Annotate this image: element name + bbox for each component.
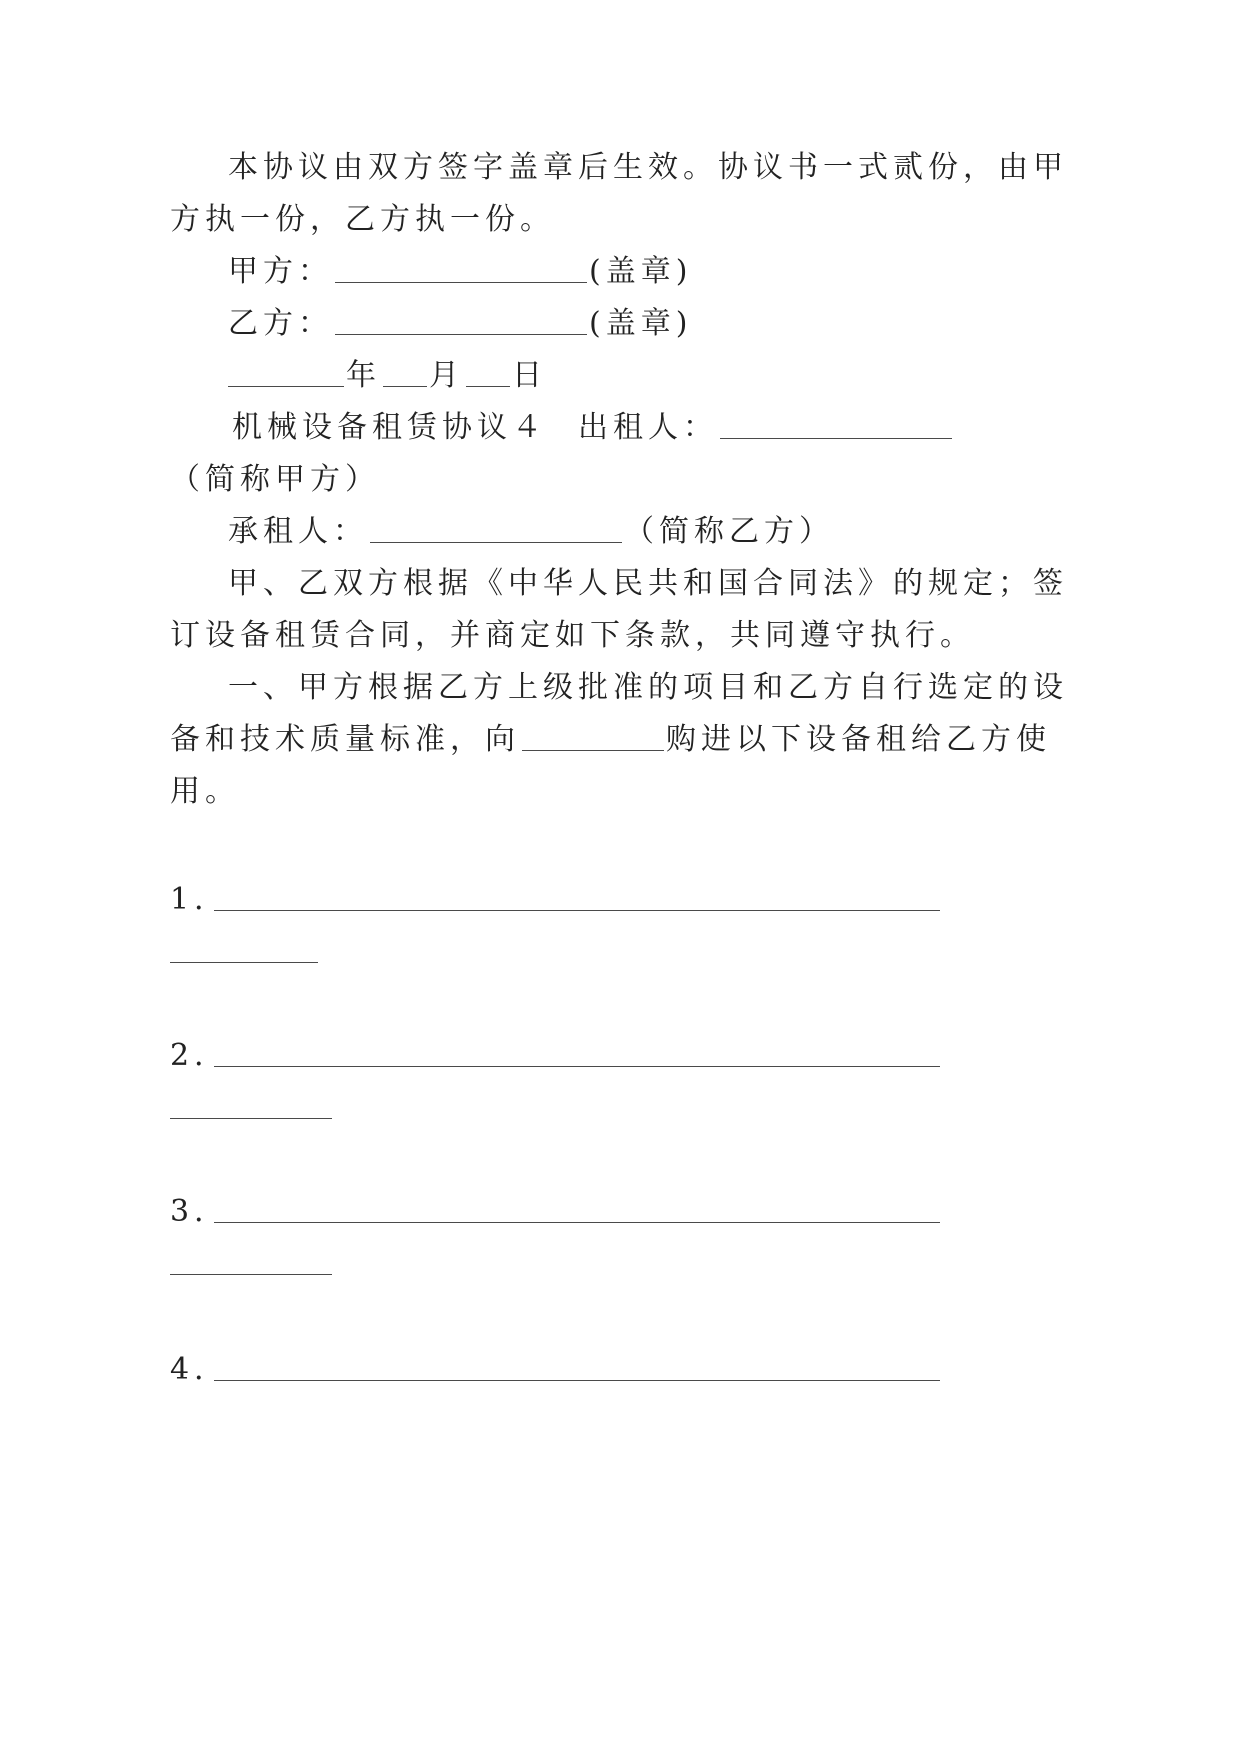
item-2-line-b [170, 1118, 332, 1119]
item-number: 1． [170, 882, 230, 917]
lessor-suffix: （简称甲方） [170, 462, 380, 497]
party-a-blank [335, 254, 587, 283]
party-b-seal: (盖章) [589, 306, 693, 341]
party-a-label: 甲方： [228, 254, 333, 289]
agreement-title: 机械设备租赁协议４ [232, 410, 547, 445]
item-4-line-a [214, 1380, 940, 1381]
lessee-suffix: （简称乙方） [624, 514, 834, 549]
party-b-line [228, 304, 692, 344]
month-blank [383, 358, 427, 387]
month-label: 月 [429, 358, 464, 393]
item-1-line-a [214, 910, 940, 911]
date-line [228, 356, 547, 396]
lessor-blank [720, 410, 952, 439]
item-number: 3． [170, 1194, 230, 1229]
lessee-label: 承租人： [228, 514, 368, 549]
equipment-item-3 [170, 1192, 230, 1232]
party-a-line [228, 252, 692, 292]
supplier-blank [522, 722, 664, 751]
day-label: 日 [512, 358, 547, 393]
clause-one-line-2: 备和技术质量标准，向 购进以下设备租给乙方使 [170, 722, 1051, 757]
paragraph-basis-line-2: 订设备租赁合同，并商定如下条款，共同遵守执行。 [170, 618, 975, 653]
paragraph-effective-line-1: 本协议由双方签字盖章后生效。协议书一式贰份，由甲 [228, 150, 1068, 185]
equipment-item-1 [170, 880, 230, 920]
year-label: 年 [346, 358, 381, 393]
paragraph-basis-line-1: 甲、乙双方根据《中华人民共和国合同法》的规定；签 [228, 566, 1068, 601]
party-b-blank [335, 306, 587, 335]
party-a-seal: (盖章) [589, 254, 693, 289]
day-blank [466, 358, 510, 387]
equipment-item-2 [170, 1036, 230, 1076]
lessor-line [578, 408, 954, 448]
item-1-line-b [170, 962, 318, 963]
lessee-blank [370, 514, 622, 543]
clause-one-line-3: 用。 [170, 774, 240, 809]
equipment-item-4 [170, 1350, 230, 1390]
party-b-label: 乙方： [228, 306, 333, 341]
lessor-label: 出租人： [578, 410, 718, 445]
lessee-line [228, 512, 834, 552]
clause-one-line-1: 一、甲方根据乙方上级批准的项目和乙方自行选定的设 [228, 670, 1068, 705]
item-3-line-b [170, 1274, 332, 1275]
item-number: 2． [170, 1038, 230, 1073]
paragraph-effective-line-2: 方执一份，乙方执一份。 [170, 202, 555, 237]
item-3-line-a [214, 1222, 940, 1223]
item-2-line-a [214, 1066, 940, 1067]
item-number: 4． [170, 1352, 230, 1387]
year-blank [228, 358, 344, 387]
